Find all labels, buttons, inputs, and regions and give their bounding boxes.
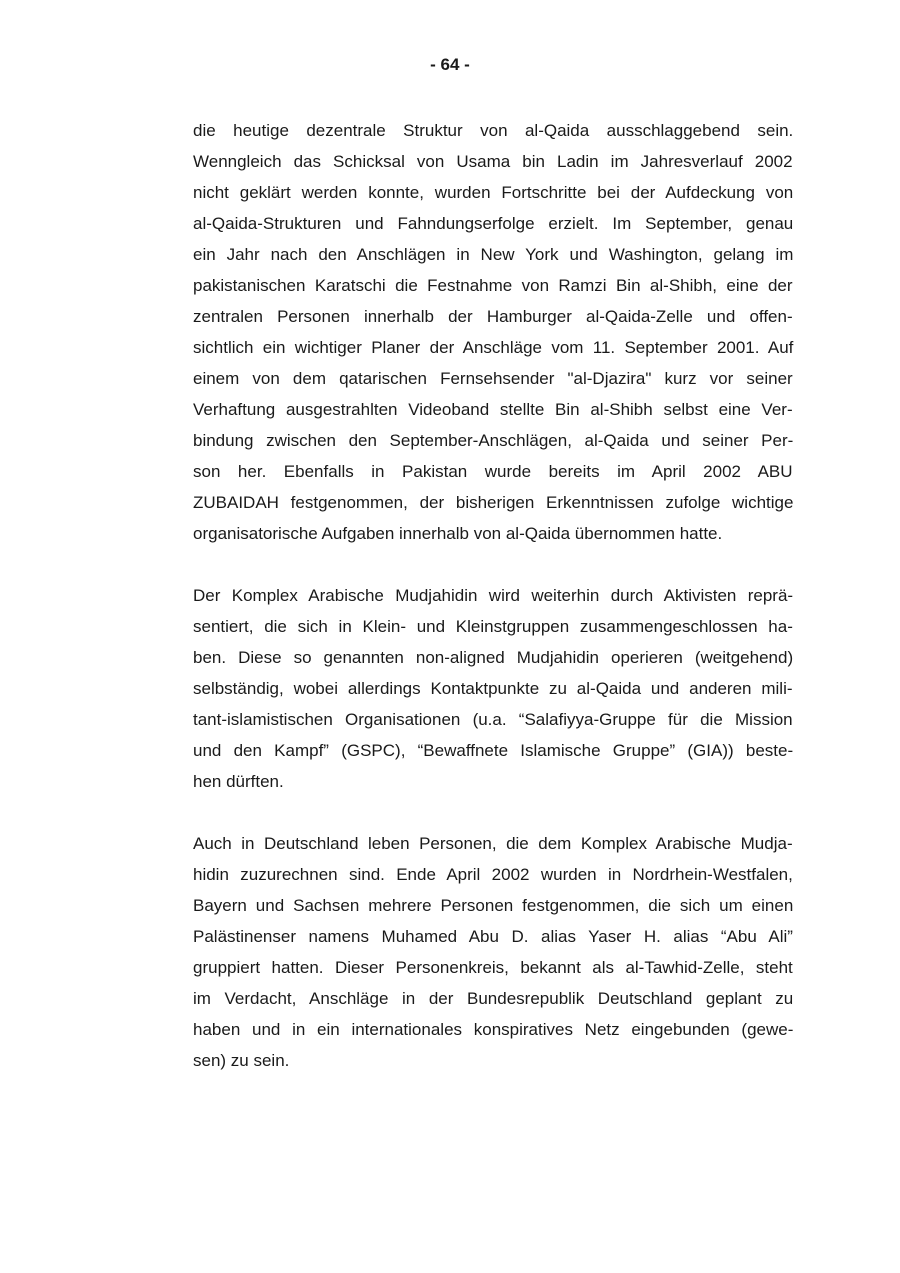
text-line: pakistanischen Karatschi die Festnahme von Ramzi Bin al-Shibh, eine der: [193, 276, 793, 295]
text-line: organisatorische Aufgaben innerhalb von al-Qaida übernommen hatte.: [193, 524, 723, 543]
page-number: - 64 -: [430, 55, 470, 74]
text-line: gruppiert hatten. Dieser Personenkreis, bekannt als al-Tawhid-Zelle, steht: [193, 958, 793, 977]
text-line: sen) zu sein.: [193, 1051, 290, 1070]
text-line: tant-islamistischen Organisationen (u.a. “Salafiyya-Gruppe für die Mission: [193, 710, 793, 729]
text-line: Auch in Deutschland leben Personen, die dem Komplex Arabische Mudja-: [193, 834, 793, 853]
text-line: die heutige dezentrale Struktur von al-Qaida ausschlaggebend sein.: [193, 121, 794, 140]
text-line: selbständig, wobei allerdings Kontaktpunkte zu al-Qaida und anderen mili-: [193, 679, 793, 698]
paragraph: [193, 115, 793, 549]
text-line: al-Qaida-Strukturen und Fahndungserfolge erzielt. Im September, genau: [193, 214, 794, 233]
text-line: zentralen Personen innerhalb der Hamburger al-Qaida-Zelle und offen-: [193, 307, 793, 326]
text-line: ein Jahr nach den Anschlägen in New York und Washington, gelang im: [193, 245, 794, 264]
text-line: Wenngleich das Schicksal von Usama bin Ladin im Jahresverlauf 2002: [193, 152, 793, 171]
text-line: Der Komplex Arabische Mudjahidin wird weiterhin durch Aktivisten reprä-: [193, 586, 794, 605]
text-line: bindung zwischen den September-Anschlägen, al-Qaida und seiner Per-: [193, 431, 794, 450]
text-line: sentiert, die sich in Klein- und Kleinstgruppen zusammengeschlossen ha-: [193, 617, 793, 636]
text-line: Verhaftung ausgestrahlten Videoband stellte Bin al-Shibh selbst eine Ver-: [193, 400, 793, 419]
text-line: Palästinenser namens Muhamed Abu D. alias Yaser H. alias “Abu Ali”: [193, 927, 793, 946]
text-line: haben und in ein internationales konspiratives Netz eingebunden (gewe-: [193, 1020, 794, 1039]
paragraph: [193, 580, 793, 797]
text-line: nicht geklärt werden konnte, wurden Fortschritte bei der Aufdeckung von: [193, 183, 794, 202]
text-line: im Verdacht, Anschläge in der Bundesrepublik Deutschland geplant zu: [193, 989, 794, 1008]
text-line: einem von dem qatarischen Fernsehsender "al-Djazira" kurz vor seiner: [193, 369, 793, 388]
body-text: [193, 115, 793, 1107]
text-line: hidin zuzurechnen sind. Ende April 2002 wurden in Nordrhein-Westfalen,: [193, 865, 793, 884]
paragraph: [193, 828, 793, 1076]
text-line: son her. Ebenfalls in Pakistan wurde bereits im April 2002 ABU: [193, 462, 793, 481]
text-line: hen dürften.: [193, 772, 284, 791]
text-line: Bayern und Sachsen mehrere Personen festgenommen, die sich um einen: [193, 896, 794, 915]
text-line: ZUBAIDAH festgenommen, der bisherigen Erkenntnissen zufolge wichtige: [193, 493, 794, 512]
text-line: sichtlich ein wichtiger Planer der Anschläge vom 11. September 2001. Auf: [193, 338, 794, 357]
text-line: ben. Diese so genannten non-aligned Mudjahidin operieren (weitgehend): [193, 648, 794, 667]
text-line: und den Kampf” (GSPC), “Bewaffnete Islamische Gruppe” (GIA)) beste-: [193, 741, 794, 760]
